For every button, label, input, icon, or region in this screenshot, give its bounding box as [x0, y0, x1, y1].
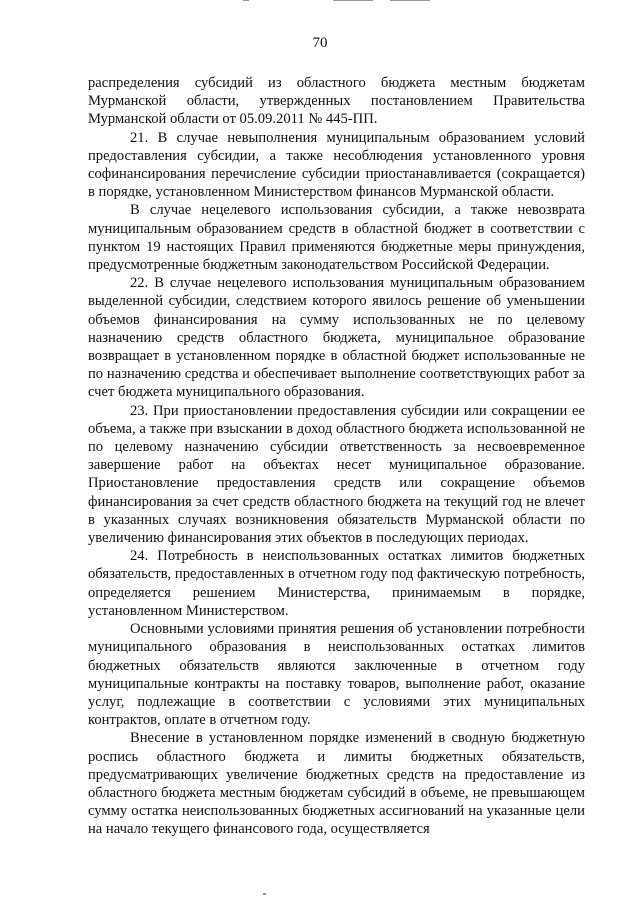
- scan-top-edge: [0, 0, 640, 6]
- paragraph: В случае нецелевого использования субсидии, а также невозврата муниципальным образованием средств в областной бюджет в соответствии с пунктом 19 настоящих Правил применяются бюджетные меры принуждения, предусмотренные бюджетным законодательством Российской Федерации.: [88, 202, 585, 274]
- page-number: 70: [312, 35, 328, 51]
- paragraph: Внесение в установленном порядке изменений в сводную бюджетную роспись областного бюджета и лимиты бюджетных обязательств, предусматривающих увеличение бюджетных средств на предоставление из областного бюджета местным бюджетам субсидий в объеме, не превышающем сумму остатка неиспользованных бюджетных ассигнований на указанные цели на начало текущего финансового года, осуществляется: [88, 730, 585, 838]
- paragraph: распределения субсидий из областного бюджета местным бюджетам Мурманской области, утвержденных постановлением Правительства Мурманской области от 05.09.2011 № 445-ПП.: [88, 75, 585, 128]
- paragraph: 23. При приостановлении предоставления субсидии или сокращении ее объема, а также при взыскании в доход областного бюджета использованной не по целевому назначению субсидии ответственность за несвоевременное завершение работ на объектах несет муниципальное образование. Приостановление предоставления средств или сокращение объемов финансирования за счет средств областного бюджета на текущий год не влечет в указанных случаях возникновения обязательств Мурманской области по увеличению финансирования этих объектов в последующих периодах.: [88, 402, 585, 547]
- scan-speck: [263, 893, 266, 895]
- paragraph: 22. В случае нецелевого использования муниципальным образованием выделенной субсидии, следствием которого явилось решение об уменьшении объемов финансирования на сумму использованных не по целевому назначению средств областного бюджета, муниципальное образование возвращает в установленном порядке в областной бюджет использованные не по назначению средства и обеспечивает выполнение соответствующих работ за счет бюджета муниципального образования.: [88, 275, 585, 401]
- paragraph: 21. В случае невыполнения муниципальным образованием условий предоставления субсидии, а также несоблюдения установленного уровня софинансирования перечисление субсидии приостанавливается (сокращается) в порядке, установленном Министерством финансов Мурманской области.: [88, 129, 585, 201]
- paragraph: 24. Потребность в неиспользованных остатках лимитов бюджетных обязательств, предоставленных в отчетном году под фактическую потребность, определяется решением Министерства, принимаемым в порядке, установленном Министерством.: [88, 548, 585, 619]
- document-body: [88, 74, 585, 839]
- paragraph: Основными условиями принятия решения об установлении потребности муниципального образования в неиспользованных остатках лимитов бюджетных обязательств являются заключенные в отчетном году муниципальные контракты на поставку товаров, выполнение работ, оказание услуг, подлежащие в соответствии с условиями этих муниципальных контрактов, оплате в отчетном году.: [88, 621, 585, 729]
